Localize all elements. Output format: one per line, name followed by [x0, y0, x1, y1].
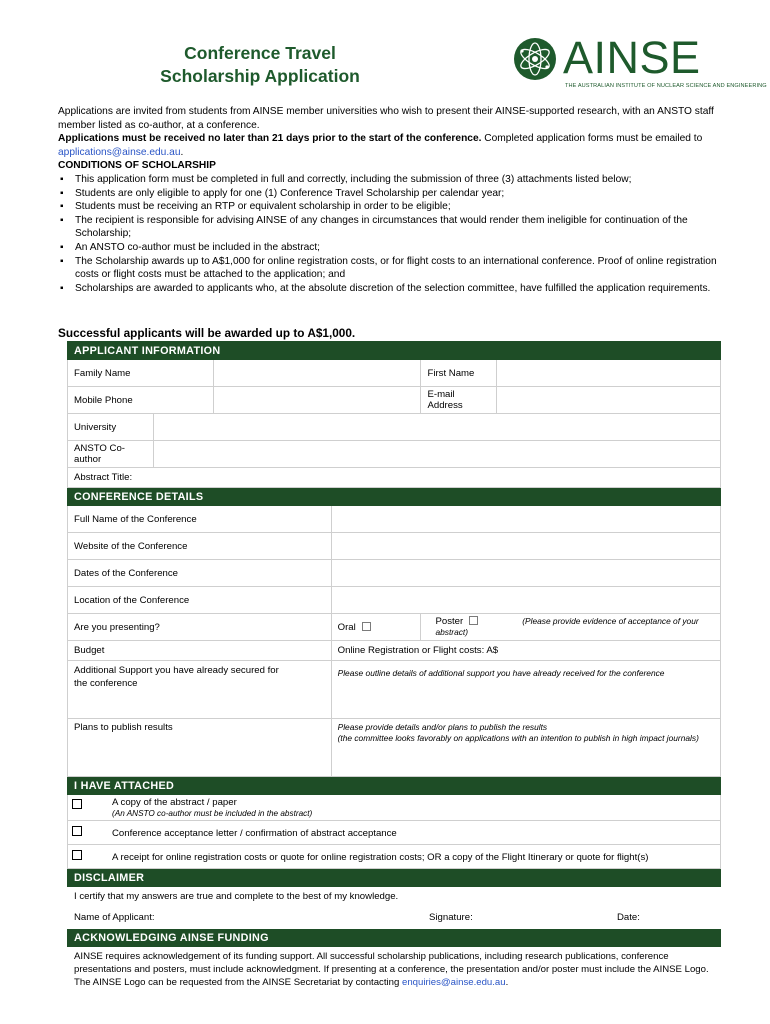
applications-email-link[interactable]: applications@ainse.edu.au: [58, 146, 181, 158]
conference-details-header: [68, 488, 721, 506]
section-header: APPLICANT INFORMATION: [68, 342, 721, 360]
attachment-acceptance-label: Conference acceptance letter / confirmation of abstract acceptance: [112, 828, 397, 839]
coauthor-label: ANSTO Co-author: [68, 441, 154, 468]
mobile-phone-field[interactable]: [213, 387, 421, 414]
poster-label: Poster: [435, 616, 464, 627]
condition-item: ▪ The recipient is responsible for advising AINSE of any changes in circumstances that would render them ineligible for continuation of the Scholarship;: [58, 214, 718, 241]
section-header: CONFERENCE DETAILS: [68, 488, 721, 506]
support-field[interactable]: [331, 661, 720, 719]
support-label: [68, 661, 332, 719]
university-field[interactable]: [153, 414, 720, 441]
oral-label: Oral: [337, 621, 356, 633]
abstract-title-field[interactable]: [68, 468, 721, 488]
intro-paragraph: Applications are invited from students from AINSE member universities who wish to present their AINSE-supported research, with an ANSTO staff member listed as co-author, at a conference.: [58, 106, 714, 131]
mobile-phone-label: Mobile Phone: [68, 387, 214, 414]
family-name-field[interactable]: [213, 360, 421, 387]
enquiries-email-link[interactable]: enquiries@ainse.edu.au: [401, 977, 506, 988]
email-instruction: Completed application forms must be emailed to: [481, 133, 703, 145]
conference-location-field[interactable]: [331, 587, 720, 614]
presenting-label: Are you presenting?: [68, 614, 332, 641]
signature-row[interactable]: [68, 907, 721, 929]
condition-item: ▪ An ANSTO co-author must be included in the abstract;: [58, 241, 718, 255]
deadline-text: Applications must be received no later than 21 days prior to the start of the conference.: [58, 133, 482, 145]
period: .: [505, 977, 509, 988]
attachment-abstract-text: [112, 797, 312, 819]
attachment-receipt-label: A receipt for online registration costs or quote for online registration costs; OR a copy of the Flight Itinerary or quote for flight(s): [112, 852, 649, 863]
conference-name-label: Full Name of the Conference: [68, 506, 332, 533]
attachment-abstract-row[interactable]: [68, 795, 721, 821]
ainse-logo: [513, 32, 767, 94]
oral-option[interactable]: [331, 614, 421, 641]
poster-checkbox[interactable]: [469, 616, 478, 625]
receipt-checkbox[interactable]: [72, 850, 82, 860]
ack-text: [68, 947, 721, 993]
condition-item: ▪ Students are only eligible to apply for one (1) Conference Travel Scholarship per calendar year;: [58, 187, 718, 201]
support-note: Please outline details of additional support you have already received for the conference: [337, 668, 665, 678]
budget-label: Budget: [68, 641, 332, 661]
application-form: [67, 341, 721, 993]
coauthor-field[interactable]: [153, 441, 720, 468]
publish-note-detail: (the committee looks favorably on applications with an intention to publish in high impact journals): [337, 733, 699, 743]
applicant-info-header: [68, 342, 721, 360]
attachment-abstract-label: A copy of the abstract / paper: [112, 796, 237, 808]
attachment-abstract-note: (An ANSTO co-author must be included in the abstract): [112, 808, 313, 818]
ack-paragraph: AINSE requires acknowledgement of its funding support. All successful scholarship publications, including research publications, conference presentations and posters, must include acknowledgment. If presenting at a conference, the presentation and/or poster must include the AINSE Logo. The AINSE Logo can be requested from the AINSE Secretariat by contacting: [74, 951, 709, 988]
conference-name-field[interactable]: [331, 506, 720, 533]
conditions-list: [58, 173, 718, 295]
budget-prefix: Online Registration or Flight costs: A$: [337, 645, 499, 656]
page-title: [120, 42, 400, 88]
award-statement: Successful applicants will be awarded up to A$1,000.: [58, 326, 356, 340]
disclaimer-header: [68, 869, 721, 887]
disclaimer-text: I certify that my answers are true and complete to the best of my knowledge.: [68, 887, 721, 907]
section-header: I HAVE ATTACHED: [68, 777, 721, 795]
abstract-checkbox[interactable]: [72, 799, 82, 809]
attached-header: [68, 777, 721, 795]
attachment-receipt-row[interactable]: [68, 845, 721, 869]
budget-field[interactable]: [331, 641, 720, 661]
publish-note: Please provide details and/or plans to publish the results: [337, 722, 548, 732]
university-label: University: [68, 414, 154, 441]
condition-item: ▪ This application form must be completed in full and correctly, including the submission of three (3) attachments listed below;: [58, 173, 718, 187]
publish-field[interactable]: [331, 719, 720, 777]
conference-location-label: Location of the Conference: [68, 587, 332, 614]
conditions-title: CONDITIONS OF SCHOLARSHIP: [58, 160, 216, 172]
conference-dates-field[interactable]: [331, 560, 720, 587]
section-header: DISCLAIMER: [68, 869, 721, 887]
conference-website-field[interactable]: [331, 533, 720, 560]
acceptance-checkbox[interactable]: [72, 826, 82, 836]
first-name-field[interactable]: [497, 360, 721, 387]
condition-item: ▪ The Scholarship awards up to A$1,000 for online registration costs, or for flight costs to an international conference. Proof of online registration costs or flight costs must be attached to the application; and: [58, 255, 718, 282]
period: .: [180, 146, 184, 158]
presenting-note: (Please provide evidence of acceptance of your abstract): [435, 616, 699, 637]
title-line-2: Scholarship Application: [160, 66, 360, 86]
support-label-text: Additional Support you have already secured for the conference: [74, 665, 279, 689]
conference-website-label: Website of the Conference: [68, 533, 332, 560]
intro-section: [58, 105, 718, 295]
logo-subtitle: THE AUSTRALIAN INSTITUTE OF NUCLEAR SCIENCE AND ENGINEERING: [565, 83, 767, 89]
email-label: E-mail Address: [421, 387, 497, 414]
family-name-label: Family Name: [68, 360, 214, 387]
oral-checkbox[interactable]: [362, 622, 371, 631]
deadline-paragraph: [58, 132, 718, 159]
condition-item: ▪ Students must be receiving an RTP or equivalent scholarship in order to be eligible;: [58, 200, 718, 214]
poster-option[interactable]: [421, 614, 721, 641]
title-line-1: Conference Travel: [184, 43, 336, 63]
logo-wordmark: AINSE: [563, 32, 701, 83]
condition-item: ▪ Scholarships are awarded to applicants who, at the absolute discretion of the selection committee, have fulfilled the application requirements.: [58, 282, 718, 296]
ack-header: [68, 929, 721, 947]
date-label: Date:: [617, 912, 640, 923]
publish-label: Plans to publish results: [68, 719, 332, 777]
section-header: ACKNOWLEDGING AINSE FUNDING: [68, 929, 721, 947]
attachment-acceptance-row[interactable]: [68, 821, 721, 845]
applicant-name-label: Name of Applicant:: [74, 912, 155, 923]
signature-label: Signature:: [429, 912, 473, 923]
email-field[interactable]: [497, 387, 721, 414]
atom-icon: [513, 37, 557, 81]
first-name-label: First Name: [421, 360, 497, 387]
conference-dates-label: Dates of the Conference: [68, 560, 332, 587]
abstract-title-label: Abstract Title:: [74, 472, 133, 483]
